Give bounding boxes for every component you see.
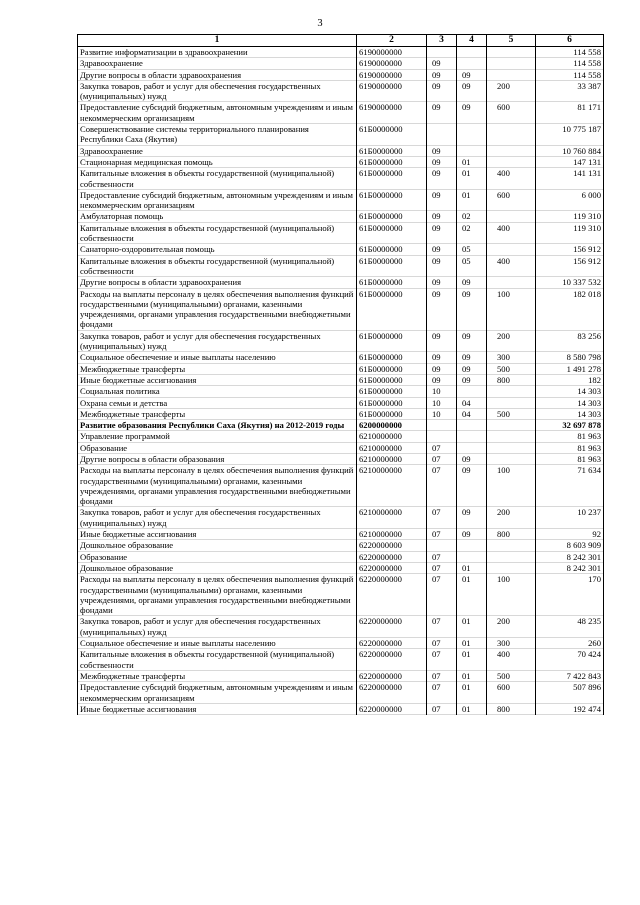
- table-row: [78, 211, 604, 222]
- table-row: [78, 363, 604, 374]
- row-name: Другие вопросы в области образования: [78, 453, 357, 464]
- row-expense-type: 400: [487, 168, 536, 190]
- row-section: [427, 420, 457, 431]
- row-section: 09: [427, 244, 457, 255]
- row-expense-type: [487, 551, 536, 562]
- row-name: Закупка товаров, работ и услуг для обеспечения государственных (муниципальных) нужд: [78, 507, 357, 529]
- table-row: [78, 670, 604, 681]
- row-amount: 7 422 843: [536, 670, 604, 681]
- row-code: 6210000000: [357, 442, 427, 453]
- row-expense-type: 400: [487, 222, 536, 244]
- row-expense-type: 200: [487, 507, 536, 529]
- table-row: [78, 330, 604, 352]
- row-subsection: 09: [457, 288, 487, 330]
- table-row: [78, 540, 604, 551]
- row-amount: 14 303: [536, 408, 604, 419]
- row-subsection: 05: [457, 255, 487, 277]
- row-subsection: [457, 420, 487, 431]
- row-subsection: 02: [457, 222, 487, 244]
- row-subsection: [457, 47, 487, 58]
- row-subsection: 09: [457, 330, 487, 352]
- row-subsection: 01: [457, 682, 487, 704]
- row-expense-type: 800: [487, 529, 536, 540]
- row-expense-type: 400: [487, 649, 536, 671]
- row-subsection: 01: [457, 189, 487, 211]
- row-code: 61Б0000000: [357, 363, 427, 374]
- row-expense-type: [487, 145, 536, 156]
- row-subsection: 01: [457, 703, 487, 714]
- row-expense-type: 100: [487, 288, 536, 330]
- row-expense-type: 200: [487, 616, 536, 638]
- row-expense-type: [487, 397, 536, 408]
- row-amount: 114 558: [536, 47, 604, 58]
- table-row: [78, 551, 604, 562]
- row-amount: 8 603 909: [536, 540, 604, 551]
- row-amount: 156 912: [536, 255, 604, 277]
- row-expense-type: 300: [487, 638, 536, 649]
- row-expense-type: [487, 244, 536, 255]
- row-expense-type: [487, 453, 536, 464]
- row-expense-type: 800: [487, 703, 536, 714]
- row-code: 6210000000: [357, 529, 427, 540]
- row-section: 09: [427, 156, 457, 167]
- table-body: [78, 47, 604, 715]
- row-section: 07: [427, 649, 457, 671]
- row-section: 09: [427, 80, 457, 102]
- row-expense-type: 600: [487, 682, 536, 704]
- row-expense-type: 800: [487, 374, 536, 385]
- row-section: 07: [427, 638, 457, 649]
- header-subsection: 4: [457, 35, 487, 47]
- row-amount: 156 912: [536, 244, 604, 255]
- row-amount: 114 558: [536, 69, 604, 80]
- row-name: Межбюджетные трансферты: [78, 408, 357, 419]
- row-subsection: 05: [457, 244, 487, 255]
- table-row: [78, 562, 604, 573]
- row-section: 07: [427, 703, 457, 714]
- row-name: Капитальные вложения в объекты государственной (муниципальной) собственности: [78, 222, 357, 244]
- row-expense-type: [487, 124, 536, 146]
- budget-table: [77, 34, 604, 715]
- row-subsection: 01: [457, 670, 487, 681]
- row-section: 10: [427, 397, 457, 408]
- row-expense-type: [487, 47, 536, 58]
- row-code: 6210000000: [357, 507, 427, 529]
- table-row: [78, 69, 604, 80]
- table-row: [78, 102, 604, 124]
- row-amount: 10 337 532: [536, 277, 604, 288]
- row-expense-type: 500: [487, 670, 536, 681]
- row-code: 61Б0000000: [357, 189, 427, 211]
- row-code: 6190000000: [357, 102, 427, 124]
- row-amount: 119 310: [536, 211, 604, 222]
- row-name: Развитие информатизации в здравоохранении: [78, 47, 357, 58]
- row-amount: 114 558: [536, 58, 604, 69]
- row-amount: 32 697 878: [536, 420, 604, 431]
- row-subsection: 09: [457, 453, 487, 464]
- row-subsection: [457, 145, 487, 156]
- table-row: [78, 420, 604, 431]
- row-subsection: 01: [457, 638, 487, 649]
- row-name: Охрана семьи и детства: [78, 397, 357, 408]
- row-name: Дошкольное образование: [78, 540, 357, 551]
- row-amount: 8 242 301: [536, 551, 604, 562]
- row-name: Совершенствование системы территориального планирования Республики Саха (Якутия): [78, 124, 357, 146]
- row-amount: 83 256: [536, 330, 604, 352]
- row-name: Закупка товаров, работ и услуг для обеспечения государственных (муниципальных) нужд: [78, 616, 357, 638]
- row-section: 07: [427, 682, 457, 704]
- row-section: 09: [427, 363, 457, 374]
- row-code: 61Б0000000: [357, 255, 427, 277]
- row-section: 10: [427, 408, 457, 419]
- row-amount: 48 235: [536, 616, 604, 638]
- row-code: 61Б0000000: [357, 330, 427, 352]
- row-subsection: 09: [457, 102, 487, 124]
- table-row: [78, 222, 604, 244]
- row-subsection: 01: [457, 156, 487, 167]
- table-row: [78, 168, 604, 190]
- row-name: Социальное обеспечение и иные выплаты населению: [78, 352, 357, 363]
- row-amount: 141 131: [536, 168, 604, 190]
- row-section: 07: [427, 574, 457, 616]
- row-expense-type: 200: [487, 330, 536, 352]
- row-section: 07: [427, 616, 457, 638]
- row-section: [427, 124, 457, 146]
- row-amount: 71 634: [536, 465, 604, 507]
- row-section: 07: [427, 551, 457, 562]
- row-code: 6190000000: [357, 47, 427, 58]
- row-section: 09: [427, 58, 457, 69]
- row-expense-type: 600: [487, 189, 536, 211]
- row-name: Санаторно-оздоровительная помощь: [78, 244, 357, 255]
- row-amount: 10 237: [536, 507, 604, 529]
- table-row: [78, 386, 604, 397]
- row-subsection: [457, 551, 487, 562]
- row-subsection: 09: [457, 352, 487, 363]
- row-section: 09: [427, 102, 457, 124]
- table-row: [78, 529, 604, 540]
- row-code: 6200000000: [357, 420, 427, 431]
- table-row: [78, 156, 604, 167]
- row-expense-type: 600: [487, 102, 536, 124]
- row-section: 09: [427, 330, 457, 352]
- table-row: [78, 507, 604, 529]
- row-code: 6220000000: [357, 670, 427, 681]
- row-subsection: [457, 540, 487, 551]
- row-amount: 8 580 798: [536, 352, 604, 363]
- row-code: 6220000000: [357, 551, 427, 562]
- row-section: 07: [427, 562, 457, 573]
- row-amount: 170: [536, 574, 604, 616]
- row-name: Образование: [78, 551, 357, 562]
- row-section: 09: [427, 168, 457, 190]
- row-name: Закупка товаров, работ и услуг для обеспечения государственных (муниципальных) нужд: [78, 80, 357, 102]
- row-amount: 81 963: [536, 431, 604, 442]
- row-subsection: 09: [457, 529, 487, 540]
- table-row: [78, 244, 604, 255]
- table-row: [78, 574, 604, 616]
- row-amount: 14 303: [536, 386, 604, 397]
- row-expense-type: [487, 431, 536, 442]
- row-amount: 1 491 278: [536, 363, 604, 374]
- row-expense-type: 500: [487, 363, 536, 374]
- row-code: 61Б0000000: [357, 397, 427, 408]
- row-amount: 70 424: [536, 649, 604, 671]
- table-row: [78, 682, 604, 704]
- row-subsection: 09: [457, 374, 487, 385]
- header-name: 1: [78, 35, 357, 47]
- row-name: Дошкольное образование: [78, 562, 357, 573]
- row-name: Предоставление субсидий бюджетным, автономным учреждениям и иным некоммерческим организациям: [78, 189, 357, 211]
- row-section: 07: [427, 529, 457, 540]
- header-amount: 6: [536, 35, 604, 47]
- table-row: [78, 80, 604, 102]
- row-expense-type: [487, 420, 536, 431]
- page-number: 3: [317, 18, 323, 29]
- row-section: 10: [427, 386, 457, 397]
- row-name: Капитальные вложения в объекты государственной (муниципальной) собственности: [78, 649, 357, 671]
- row-amount: 260: [536, 638, 604, 649]
- row-name: Развитие образования Республики Саха (Якутия) на 2012-2019 годы: [78, 420, 357, 431]
- row-amount: 81 963: [536, 453, 604, 464]
- row-amount: 14 303: [536, 397, 604, 408]
- row-section: 09: [427, 145, 457, 156]
- table-row: [78, 255, 604, 277]
- row-section: 07: [427, 453, 457, 464]
- row-amount: 119 310: [536, 222, 604, 244]
- row-code: 61Б0000000: [357, 211, 427, 222]
- row-name: Социальная политика: [78, 386, 357, 397]
- table-row: [78, 453, 604, 464]
- row-code: 6220000000: [357, 540, 427, 551]
- row-name: Капитальные вложения в объекты государственной (муниципальной) собственности: [78, 168, 357, 190]
- row-section: 09: [427, 288, 457, 330]
- row-name: Закупка товаров, работ и услуг для обеспечения государственных (муниципальных) нужд: [78, 330, 357, 352]
- row-subsection: 09: [457, 363, 487, 374]
- row-code: 61Б0000000: [357, 145, 427, 156]
- row-subsection: [457, 386, 487, 397]
- row-section: [427, 431, 457, 442]
- header-expense-type: 5: [487, 35, 536, 47]
- row-code: 61Б0000000: [357, 244, 427, 255]
- row-name: Другие вопросы в области здравоохранения: [78, 69, 357, 80]
- row-name: Управление программой: [78, 431, 357, 442]
- row-name: Предоставление субсидий бюджетным, автономным учреждениям и иным некоммерческим организациям: [78, 102, 357, 124]
- row-subsection: [457, 58, 487, 69]
- row-code: 61Б0000000: [357, 374, 427, 385]
- row-section: 09: [427, 374, 457, 385]
- row-section: 09: [427, 189, 457, 211]
- row-section: [427, 47, 457, 58]
- row-code: 61Б0000000: [357, 222, 427, 244]
- row-name: Иные бюджетные ассигнования: [78, 374, 357, 385]
- row-code: 61Б0000000: [357, 168, 427, 190]
- row-name: Другие вопросы в области здравоохранения: [78, 277, 357, 288]
- row-code: 61Б0000000: [357, 124, 427, 146]
- header-code: 2: [357, 35, 427, 47]
- row-expense-type: 100: [487, 465, 536, 507]
- row-name: Образование: [78, 442, 357, 453]
- row-code: 6190000000: [357, 80, 427, 102]
- row-expense-type: 500: [487, 408, 536, 419]
- row-name: Предоставление субсидий бюджетным, автономным учреждениям и иным некоммерческим организациям: [78, 682, 357, 704]
- row-amount: 81 171: [536, 102, 604, 124]
- row-subsection: 09: [457, 507, 487, 529]
- row-code: 6190000000: [357, 58, 427, 69]
- row-section: 09: [427, 255, 457, 277]
- row-expense-type: [487, 69, 536, 80]
- row-amount: 192 474: [536, 703, 604, 714]
- header-section: 3: [427, 35, 457, 47]
- row-amount: 10 775 187: [536, 124, 604, 146]
- table-row: [78, 649, 604, 671]
- row-amount: 33 387: [536, 80, 604, 102]
- row-section: 07: [427, 507, 457, 529]
- row-code: 6220000000: [357, 562, 427, 573]
- table-row: [78, 703, 604, 714]
- row-amount: 147 131: [536, 156, 604, 167]
- row-name: Межбюджетные трансферты: [78, 363, 357, 374]
- row-expense-type: 200: [487, 80, 536, 102]
- row-amount: 10 760 884: [536, 145, 604, 156]
- row-name: Расходы на выплаты персоналу в целях обеспечения выполнения функций государственными (муниципальными) органами, казенными учреждениями, органами управления государственными внебюджетными фондами: [78, 465, 357, 507]
- table-row: [78, 277, 604, 288]
- row-amount: 8 242 301: [536, 562, 604, 573]
- row-name: Расходы на выплаты персоналу в целях обеспечения выполнения функций государственными (муниципальными) органами, казенными учреждениями, органами управления государственными внебюджетными фондами: [78, 574, 357, 616]
- row-subsection: 09: [457, 80, 487, 102]
- table-row: [78, 58, 604, 69]
- table-row: [78, 465, 604, 507]
- row-name: Стационарная медицинская помощь: [78, 156, 357, 167]
- row-subsection: [457, 431, 487, 442]
- row-subsection: 01: [457, 168, 487, 190]
- row-code: 6190000000: [357, 69, 427, 80]
- row-expense-type: 100: [487, 574, 536, 616]
- row-subsection: [457, 442, 487, 453]
- row-name: Иные бюджетные ассигнования: [78, 529, 357, 540]
- table-row: [78, 374, 604, 385]
- row-code: 6220000000: [357, 638, 427, 649]
- row-name: Амбулаторная помощь: [78, 211, 357, 222]
- row-code: 61Б0000000: [357, 386, 427, 397]
- row-section: 09: [427, 69, 457, 80]
- table-row: [78, 431, 604, 442]
- row-code: 6220000000: [357, 574, 427, 616]
- row-code: 61Б0000000: [357, 408, 427, 419]
- row-code: 6220000000: [357, 616, 427, 638]
- row-expense-type: [487, 540, 536, 551]
- row-expense-type: [487, 277, 536, 288]
- row-code: 61Б0000000: [357, 288, 427, 330]
- row-expense-type: [487, 442, 536, 453]
- row-amount: 507 896: [536, 682, 604, 704]
- table-row: [78, 352, 604, 363]
- row-expense-type: [487, 562, 536, 573]
- row-subsection: [457, 124, 487, 146]
- row-subsection: 01: [457, 574, 487, 616]
- row-expense-type: 400: [487, 255, 536, 277]
- row-code: 6220000000: [357, 649, 427, 671]
- header-row: [78, 35, 604, 47]
- row-name: Социальное обеспечение и иные выплаты населению: [78, 638, 357, 649]
- row-section: 09: [427, 222, 457, 244]
- row-code: 6220000000: [357, 703, 427, 714]
- row-subsection: 02: [457, 211, 487, 222]
- row-subsection: 01: [457, 649, 487, 671]
- row-amount: 182: [536, 374, 604, 385]
- row-section: 07: [427, 670, 457, 681]
- row-subsection: 09: [457, 277, 487, 288]
- table-row: [78, 124, 604, 146]
- row-name: Иные бюджетные ассигнования: [78, 703, 357, 714]
- row-subsection: 01: [457, 562, 487, 573]
- table-row: [78, 288, 604, 330]
- row-expense-type: [487, 386, 536, 397]
- table-header: [78, 35, 604, 47]
- table-row: [78, 397, 604, 408]
- row-code: 6220000000: [357, 682, 427, 704]
- row-name: Капитальные вложения в объекты государственной (муниципальной) собственности: [78, 255, 357, 277]
- row-name: Межбюджетные трансферты: [78, 670, 357, 681]
- table-row: [78, 145, 604, 156]
- row-code: 6210000000: [357, 431, 427, 442]
- row-expense-type: [487, 58, 536, 69]
- row-expense-type: 300: [487, 352, 536, 363]
- row-section: 07: [427, 465, 457, 507]
- row-section: 09: [427, 352, 457, 363]
- row-expense-type: [487, 156, 536, 167]
- row-code: 61Б0000000: [357, 277, 427, 288]
- table-row: [78, 616, 604, 638]
- row-code: 61Б0000000: [357, 352, 427, 363]
- row-subsection: 04: [457, 397, 487, 408]
- table-row: [78, 442, 604, 453]
- row-subsection: 01: [457, 616, 487, 638]
- row-expense-type: [487, 211, 536, 222]
- row-section: 07: [427, 442, 457, 453]
- row-amount: 6 000: [536, 189, 604, 211]
- row-code: 6210000000: [357, 465, 427, 507]
- row-code: 6210000000: [357, 453, 427, 464]
- table-row: [78, 638, 604, 649]
- row-name: Расходы на выплаты персоналу в целях обеспечения выполнения функций государственными (муниципальными) органами, казенными учреждениями, органами управления государственными внебюджетными фондами: [78, 288, 357, 330]
- table-row: [78, 408, 604, 419]
- table-row: [78, 189, 604, 211]
- row-name: Здравоохранение: [78, 145, 357, 156]
- row-section: 09: [427, 277, 457, 288]
- row-subsection: 04: [457, 408, 487, 419]
- row-subsection: 09: [457, 69, 487, 80]
- row-section: 09: [427, 211, 457, 222]
- table-row: [78, 47, 604, 58]
- row-section: [427, 540, 457, 551]
- row-subsection: 09: [457, 465, 487, 507]
- row-code: 61Б0000000: [357, 156, 427, 167]
- row-amount: 182 018: [536, 288, 604, 330]
- row-amount: 81 963: [536, 442, 604, 453]
- row-amount: 92: [536, 529, 604, 540]
- row-name: Здравоохранение: [78, 58, 357, 69]
